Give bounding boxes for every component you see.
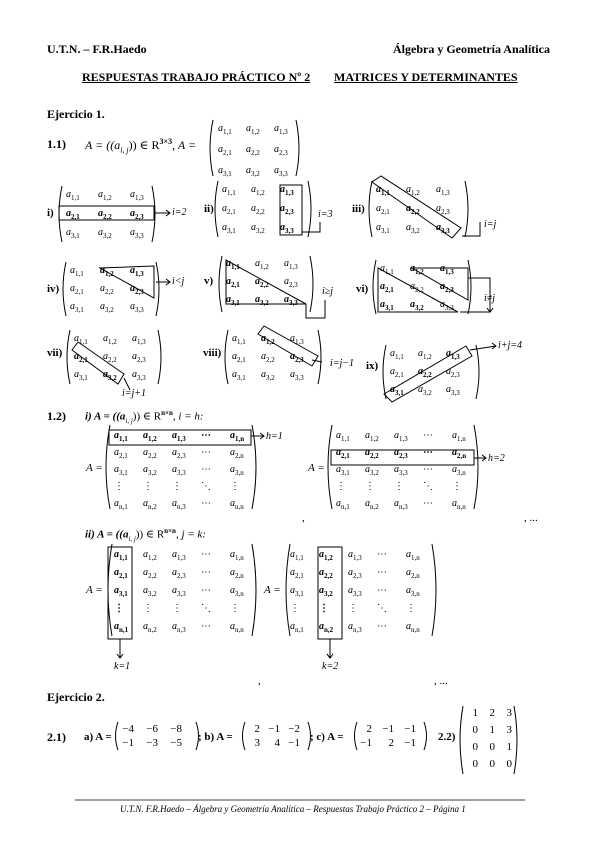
a-equals-4: A = [264,584,281,596]
matrix-n-col1-cell: $a_{1,n}$ [230,549,244,562]
matrix-n-col2-cell: ⋮ [406,603,416,614]
matrix-n-row1-cell: $a_{3,n}$ [230,464,244,477]
matrix-i-cell: $a_{1,2}$ [98,189,112,202]
matrix-ii-cell: $a_{3,1}$ [222,222,236,235]
matrix-2-1-b-cell: −1 [288,737,300,749]
matrix-vii-cell: $a_{1,3}$ [132,333,146,346]
matrix-ix-cell: $a_{1,3}$ [446,348,460,361]
matrix-2-1-a-cell: −8 [170,723,182,735]
matrix-n-row1-cell: ⋯ [201,430,211,441]
matrix-viii-cell: $a_{2,3}$ [290,351,304,364]
matrix-2-1-b-cell: −1 [268,723,280,735]
matrix-n-col2-cell: $a_{3,n}$ [406,585,420,598]
matrix-n-row2-cell: $a_{3,1}$ [336,464,350,477]
matrix-ix-cell: $a_{1,1}$ [390,348,404,361]
matrix-ix-cell: $a_{2,1}$ [390,366,404,379]
cond-iii: i=j [484,219,497,230]
cond-viii: i=j−1 [330,358,355,369]
matrix-2-1-c-cell: −1 [404,723,416,735]
matrix-v-cell: $a_{3,3}$ [284,294,298,307]
matrix-ix-cell: $a_{3,1}$ [390,384,404,397]
header-right: Álgebra y Geometría Analítica [393,42,550,56]
matrix-ix-cell: $a_{1,2}$ [418,348,432,361]
matrix-n-row1-cell: $a_{n,n}$ [230,498,244,511]
matrix-viii-cell: $a_{3,1}$ [232,369,246,382]
matrix-2-1-a-cell: −4 [122,723,134,735]
matrix-ii-cell: $a_{2,1}$ [222,203,236,216]
matrix-n-row2-cell: ⋯ [423,464,433,475]
matrix-n-row2-cell: $a_{1,1}$ [336,430,350,443]
matrix-vi-cell: $a_{1,1}$ [380,263,394,276]
matrix-n-row1-cell: ⋯ [201,498,211,509]
matrix-n-col1-cell: ⋮ [230,603,240,614]
matrix-iii-cell: $a_{2,3}$ [436,203,450,216]
matrix-n-row2-cell: $a_{n,1}$ [336,498,350,511]
matrix-v-cell: $a_{1,1}$ [226,258,240,271]
matrix-n-row1-cell: $a_{3,3}$ [172,464,186,477]
matrix-n-row2-cell: ⋮ [394,481,404,492]
matrix-n-col1-cell: $a_{3,n}$ [230,585,244,598]
matrix-vii-cell: $a_{1,2}$ [103,333,117,346]
matrix-2-1-a-cell: −5 [170,737,182,749]
matrix-n-row2-cell: $a_{2,n}$ [452,447,467,460]
matrix-n-col1-cell: $a_{2,3}$ [172,567,186,580]
matrix-i-cell: $a_{2,1}$ [66,208,80,221]
item-1-2: 1.2) [47,409,66,423]
matrix-n-row1-cell: $a_{n,2}$ [143,498,157,511]
matrix-vii-cell: $a_{2,3}$ [132,351,146,364]
matrix-n-row2-cell: $a_{1,2}$ [365,430,379,443]
matrix-2-1-c-cell: −1 [360,737,372,749]
cond-ix: i+j=4 [498,340,523,351]
matrix-iv-cell: $a_{3,3}$ [130,301,144,314]
label-iv: iv) [47,283,60,295]
matrix-n-col1-cell: ⋯ [201,585,211,596]
title-right: MATRICES Y DETERMINANTES [334,70,518,84]
matrix-n-row2-cell: $a_{n,3}$ [394,498,408,511]
matrix-n-row1-cell: $a_{1,3}$ [172,430,186,443]
matrix-n-row1-cell: $a_{1,n}$ [230,430,245,443]
matrix-n-col1-cell: ⋮ [172,603,182,614]
matrix-2-2-cell: 0 [472,758,478,770]
matrix-viii-cell: $a_{1,2}$ [261,333,275,346]
matrix-n-col1-cell: $a_{2,2}$ [143,567,157,580]
cond-vi: i≠j [484,293,496,304]
matrix-n-col2-cell: $a_{n,3}$ [348,621,362,634]
matrix-n-row2-cell: $a_{1,n}$ [452,430,466,443]
label-iii: iii) [352,203,365,215]
matrix-vi-cell: $a_{1,3}$ [440,263,454,276]
matrix-2-2-cell: 1 [489,724,495,736]
matrix-2-2-cell: 3 [506,707,512,719]
matrix-n-row1-cell: $a_{2,n}$ [230,447,244,460]
matrix-i-cell: $a_{3,2}$ [98,227,112,240]
matrix-ii-cell: $a_{1,2}$ [251,184,265,197]
matrix-n-col2-cell: $a_{1,1}$ [290,549,304,562]
matrix-n-row1-cell: ⋯ [201,447,211,458]
matrix-n-row2-cell: $a_{3,n}$ [452,464,466,477]
matrix-n-col1-cell: $a_{3,2}$ [143,585,157,598]
matrix-ix-cell: $a_{3,3}$ [446,384,460,397]
cond-k1: k=1 [114,661,131,672]
matrix-iv-cell: $a_{1,3}$ [130,265,144,278]
matrix-n-row2-cell: ⋯ [423,430,433,441]
matrix-n-col2-cell: $a_{3,1}$ [290,585,304,598]
label-vii: vii) [47,347,63,359]
ellipsis-2: , ... [434,675,448,687]
matrix-viii-cell: $a_{1,1}$ [232,333,246,346]
matrix-n-row2-cell: ⋯ [423,447,433,458]
matrix-n-row2-cell: ⋮ [336,481,346,492]
matrix-i-cell: $a_{2,2}$ [98,208,112,221]
a-equals-3: A = [86,584,103,596]
matrix-n-row1-cell: $a_{1,2}$ [143,430,157,443]
matrix-n-col2-cell: $a_{n,1}$ [290,621,304,634]
matrix-n-row1-cell: ⋱ [201,481,211,492]
matrix-ii-cell: $a_{2,3}$ [280,203,294,216]
item-1-1: 1.1) [47,137,66,151]
matrix-n-row1-cell: $a_{n,1}$ [114,498,128,511]
matrix-vii-cell: $a_{2,2}$ [103,351,117,364]
matrix-2-1-b-cell: 2 [254,723,260,735]
matrix-n-row2-cell: ⋮ [452,481,462,492]
matrix-viii-cell: $a_{2,2}$ [261,351,275,364]
matrix-n-col1-cell: ⋮ [143,603,153,614]
matrix-n-row2-cell: $a_{n,n}$ [452,498,466,511]
matrix-n-col2-cell: ⋱ [377,603,387,614]
matrix-i-cell: $a_{2,3}$ [130,208,144,221]
matrix-n-row1-cell: $a_{2,3}$ [172,447,186,460]
matrix-n-row2-cell: $a_{2,2}$ [365,447,379,460]
matrix-n-col2-cell: $a_{2,3}$ [348,567,362,580]
matrix-i-cell: $a_{1,3}$ [130,189,144,202]
matrix-n-col2-cell: ⋯ [377,585,387,596]
matrix-iii-cell: $a_{2,1}$ [376,203,390,216]
matrix-n-col2-cell: $a_{2,1}$ [290,567,304,580]
label-vi: vi) [356,283,369,295]
matrix-vii-cell: $a_{1,1}$ [74,333,88,346]
item-2-1: 2.1) [47,730,66,744]
ellipsis-1: , ... [524,512,538,524]
cond-h2: h=2 [488,453,505,464]
matrix-n-col1-cell: ⋮ [114,603,124,614]
matrix-n-col2-cell: ⋮ [348,603,358,614]
matrix-i-cell: $a_{3,1}$ [66,227,80,240]
matrix-n-col1-cell: $a_{2,n}$ [230,567,244,580]
cond-h1: h=1 [266,431,283,442]
matrix-2-1-c-cell: −1 [404,737,416,749]
header-left: U.T.N. – F.R.Haedo [47,42,147,56]
cond-i: i=2 [172,207,187,218]
matrix-iv-cell: $a_{3,2}$ [100,301,114,314]
label-2-1-c: ; c) A = [310,731,344,743]
matrix-n-col1-cell: $a_{n,2}$ [143,621,157,634]
matrix-iv-cell: $a_{1,1}$ [70,265,84,278]
matrix-n-col1-cell: $a_{1,3}$ [172,549,186,562]
matrix-v-cell: $a_{2,3}$ [284,276,298,289]
matrix-n-col2-cell: ⋯ [377,549,387,560]
matrix-2-1-c-cell: 2 [366,723,372,735]
main-matrix-cell: $a_{1,2}$ [246,123,260,136]
matrix-n-col1-cell: $a_{1,1}$ [114,549,128,562]
matrix-n-row1-cell: ⋮ [114,481,124,492]
matrix-2-1-b-cell: 3 [254,737,260,749]
matrix-ii-cell: $a_{2,2}$ [251,203,265,216]
label-2-1-b: ; b) A = [198,731,233,743]
matrix-v-cell: $a_{3,2}$ [255,294,269,307]
matrix-2-2-cell: 0 [472,741,478,753]
matrix-n-col1-cell: ⋯ [201,549,211,560]
matrix-n-col2-cell: $a_{2,n}$ [406,567,420,580]
matrix-iv-cell: $a_{2,3}$ [130,283,144,296]
matrix-n-col1-cell: $a_{n,n}$ [230,621,244,634]
matrix-n-col2-cell: $a_{1,2}$ [319,549,333,562]
matrix-2-1-a-cell: −6 [146,723,158,735]
label-ii: ii) [204,203,214,215]
matrix-v-cell: $a_{2,1}$ [226,276,240,289]
a-equals-1: A = [86,462,103,474]
matrix-v-cell: $a_{1,2}$ [255,258,269,271]
matrix-n-row1-cell: $a_{2,1}$ [114,447,128,460]
matrix-n-row2-cell: ⋯ [423,498,433,509]
matrix-n-col1-cell: $a_{n,1}$ [114,621,129,634]
main-matrix-cell: $a_{3,3}$ [274,165,288,178]
ejercicio-1-heading: Ejercicio 1. [47,107,105,121]
cond-ii: i=3 [318,209,333,220]
matrix-iii-cell: $a_{1,2}$ [406,184,420,197]
matrix-n-col2-cell: $a_{1,n}$ [406,549,420,562]
matrix-vi-cell: $a_{2,1}$ [380,281,394,294]
matrix-vi-cell: $a_{2,2}$ [410,281,424,294]
matrix-iii-cell: $a_{3,3}$ [436,222,450,235]
matrix-ii-cell: $a_{3,2}$ [251,222,265,235]
matrix-n-col2-cell: $a_{2,2}$ [319,567,333,580]
matrix-n-col2-cell: $a_{1,3}$ [348,549,362,562]
matrix-i-cell: $a_{3,3}$ [130,227,144,240]
a-equals-2: A = [308,462,325,474]
cond-v: i≥j [322,286,334,297]
cond-k2: k=2 [322,661,339,672]
matrix-vi-cell: $a_{3,3}$ [440,299,454,312]
matrix-2-2-cell: 3 [506,724,512,736]
comma-1: , [302,512,305,524]
matrix-n-col1-cell: $a_{2,1}$ [114,567,128,580]
matrix-n-row1-cell: $a_{n,3}$ [172,498,186,511]
matrix-ix-cell: $a_{3,2}$ [418,384,432,397]
matrix-n-col2-cell: ⋮ [319,603,329,614]
matrix-n-col1-cell: ⋯ [201,621,211,632]
matrix-n-col2-cell: ⋯ [377,621,387,632]
label-viii: viii) [203,347,222,359]
matrix-vi-cell: $a_{3,2}$ [410,299,424,312]
matrix-n-row1-cell: $a_{3,1}$ [114,464,128,477]
matrix-definition-1-2-ii: ii) $A = ((a_{i, j}))$ ∈ $R^{n\times n}$, j = k: [85,527,206,543]
matrix-n-row1-cell: ⋯ [201,464,211,475]
matrix-vi-cell: $a_{3,1}$ [380,299,394,312]
matrix-vii-cell: $a_{2,1}$ [74,351,88,364]
matrix-n-col1-cell: $a_{3,1}$ [114,585,128,598]
main-matrix-cell: $a_{3,1}$ [218,165,232,178]
matrix-n-row2-cell: $a_{3,3}$ [394,464,408,477]
matrix-2-1-c-cell: 2 [388,737,394,749]
cond-vii: i=j+1 [122,388,147,399]
matrix-iii-cell: $a_{1,3}$ [436,184,450,197]
matrix-vii-cell: $a_{3,1}$ [74,369,88,382]
matrix-v-cell: $a_{2,2}$ [255,276,269,289]
matrix-i-cell: $a_{1,1}$ [66,189,80,202]
main-matrix-cell: $a_{2,3}$ [274,144,288,157]
main-matrix-cell: $a_{2,1}$ [218,144,232,157]
matrix-iii-cell: $a_{1,1}$ [376,184,390,197]
matrix-iii-cell: $a_{2,2}$ [406,203,420,216]
main-matrix-cell: $a_{2,2}$ [246,144,260,157]
matrix-n-row2-cell: $a_{1,3}$ [394,430,408,443]
matrix-iii-cell: $a_{3,2}$ [406,222,420,235]
matrix-viii-cell: $a_{2,1}$ [232,351,246,364]
label-i: i) [47,207,54,219]
matrix-n-row2-cell: ⋮ [365,481,375,492]
matrix-n-col2-cell: $a_{n,2}$ [319,621,334,634]
matrix-ii-cell: $a_{3,3}$ [280,222,294,235]
matrix-vi-cell: $a_{1,2}$ [410,263,424,276]
matrix-n-col1-cell: ⋯ [201,567,211,578]
matrix-n-row1-cell: ⋮ [172,481,182,492]
matrix-2-2-cell: 1 [472,707,478,719]
matrix-2-2-cell: 0 [506,758,512,770]
matrix-n-row1-cell: $a_{1,1}$ [114,430,128,443]
item-2-2: 2.2) [438,731,456,743]
matrix-n-col1-cell: ⋱ [201,603,211,614]
label-2-1-a: a) A = [84,731,112,743]
matrix-n-col2-cell: ⋯ [377,567,387,578]
footer: U.T.N. F.R.Haedo – Álgebra y Geometría Analítica – Respuestas Trabajo Práctico 2 – Página 1 [120,804,466,814]
matrix-n-row1-cell: ⋮ [143,481,153,492]
matrix-2-2-cell: 0 [489,741,495,753]
matrix-n-row2-cell: $a_{3,2}$ [365,464,379,477]
matrix-n-row2-cell: $a_{2,1}$ [336,447,350,460]
main-matrix-cell: $a_{3,2}$ [246,165,260,178]
matrix-2-1-b-cell: 4 [274,737,280,749]
matrix-n-row1-cell: $a_{2,2}$ [143,447,157,460]
label-v: v) [204,275,214,287]
matrix-definition: $A = ((a_{i, j}))$ ∈ $R^{3\times 3}$, A = [85,137,197,155]
matrix-n-row2-cell: $a_{2,3}$ [394,447,408,460]
matrix-ii-cell: $a_{1,1}$ [222,184,236,197]
matrix-viii-cell: $a_{3,3}$ [290,369,304,382]
matrix-ix-cell: $a_{2,2}$ [418,366,432,379]
matrix-n-row1-cell: ⋮ [230,481,240,492]
matrix-definition-1-2-i: i) $A = ((a_{i, j}))$ ∈ $R^{n\times n}$, i = h: [85,409,204,425]
matrix-ii-cell: $a_{1,3}$ [280,184,294,197]
matrix-iv-cell: $a_{2,1}$ [70,283,84,296]
matrix-2-2-cell: 0 [489,758,495,770]
matrix-2-2-cell: 0 [472,724,478,736]
matrix-n-col1-cell: $a_{1,2}$ [143,549,157,562]
matrix-vi-cell: $a_{2,3}$ [440,281,454,294]
matrix-iv-cell: $a_{1,2}$ [100,265,114,278]
matrix-vii-cell: $a_{3,3}$ [132,369,146,382]
matrix-ix-cell: $a_{2,3}$ [446,366,460,379]
cond-iv: i<j [172,276,185,287]
matrix-viii-cell: $a_{3,2}$ [261,369,275,382]
matrix-n-col1-cell: $a_{n,3}$ [172,621,186,634]
matrix-2-1-c-cell: −1 [382,723,394,735]
matrix-n-col2-cell: $a_{n,n}$ [406,621,420,634]
matrix-2-2-cell: 1 [506,741,512,753]
matrix-2-2-cell: 2 [489,707,495,719]
matrix-n-row1-cell: $a_{3,2}$ [143,464,157,477]
matrix-n-col2-cell: $a_{3,3}$ [348,585,362,598]
matrix-iii-cell: $a_{3,1}$ [376,222,390,235]
matrix-2-1-b-cell: −2 [288,723,300,735]
matrix-vii-cell: $a_{3,2}$ [103,369,117,382]
matrix-v-cell: $a_{3,1}$ [226,294,240,307]
main-matrix-cell: $a_{1,1}$ [218,123,232,136]
matrix-2-1-a-cell: −3 [146,737,158,749]
label-ix: ix) [366,360,379,372]
main-matrix-cell: $a_{1,3}$ [274,123,288,136]
matrix-iv-cell: $a_{2,2}$ [100,283,114,296]
matrix-2-1-a-cell: −1 [122,737,134,749]
matrix-n-col2-cell: ⋮ [290,603,300,614]
comma-2: , [258,675,261,687]
title-left: RESPUESTAS TRABAJO PRÁCTICO Nº 2 [82,70,311,84]
matrix-n-col1-cell: $a_{3,3}$ [172,585,186,598]
matrix-n-row2-cell: ⋱ [423,481,433,492]
ejercicio-2-heading: Ejercicio 2. [47,690,105,704]
matrix-n-row2-cell: $a_{n,2}$ [365,498,379,511]
matrix-v-cell: $a_{1,3}$ [284,258,298,271]
matrix-viii-cell: $a_{1,3}$ [290,333,304,346]
matrix-iv-cell: $a_{3,1}$ [70,301,84,314]
matrix-n-col2-cell: $a_{3,2}$ [319,585,333,598]
